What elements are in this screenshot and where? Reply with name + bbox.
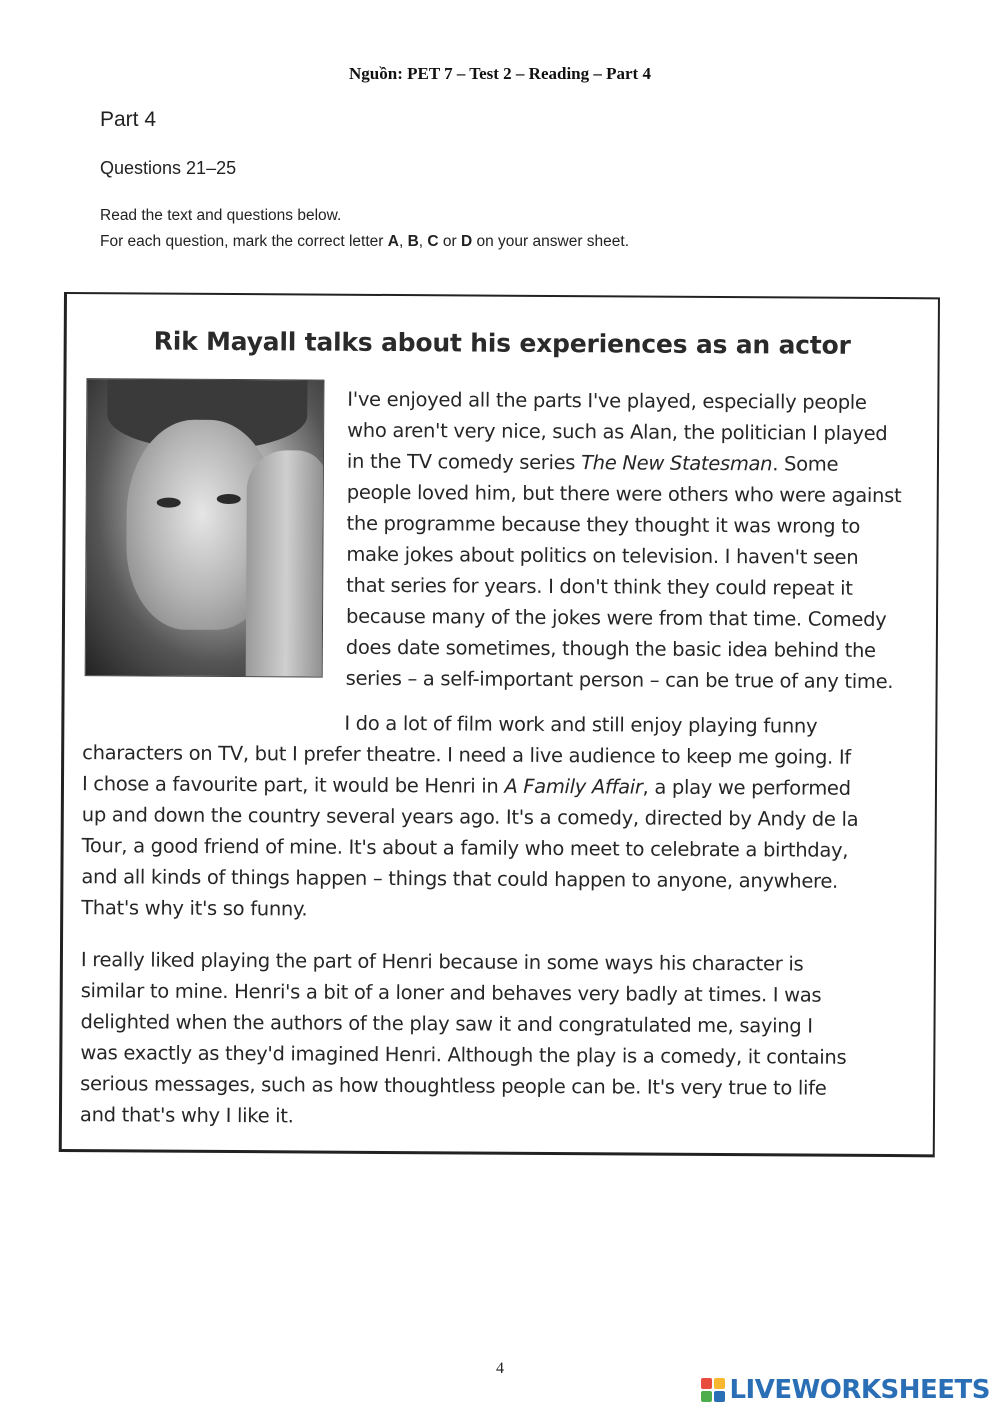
source-line: Nguồn: PET 7 – Test 2 – Reading – Part 4 xyxy=(349,64,651,83)
page-number: 4 xyxy=(496,1360,504,1377)
article-paragraph-3: I really liked playing the part of Henri because in some ways his character is similar to mine. Henri's a bit of a loner and behaves very badly at times. I was delighted when the authors of the play saw it and congratulated me, saying I was exactly as they'd imagined Henri. Although the play is a comedy, it contains serious messages, such as how thoughtless people can be. It's very true to life and that's why I like it. xyxy=(79,948,847,1128)
article-title: Rik Mayall talks about his experiences as an actor xyxy=(153,326,851,360)
article-paragraph-1: I've enjoyed all the parts I've played, especially people who aren't very nice, such as Alan, the politician I played in the TV comedy series The New Statesman. Some people loved him, but there were others who were against the programme because they thought it was wrong to make jokes about politics on television. I haven't seen that series for years. I don't think they could repeat it because many of the jokes were from that time. Comedy does date sometimes, though the basic idea behind the series – a self-important person – can be true of any time. xyxy=(345,387,902,694)
liveworksheets-watermark xyxy=(701,1375,990,1405)
instruction-line-1: Read the text and questions below. xyxy=(100,207,342,224)
article-box xyxy=(59,292,940,1157)
actor-photo xyxy=(85,378,325,677)
questions-title: Questions 21–25 xyxy=(100,158,237,178)
instructions xyxy=(100,203,629,255)
instruction-line-2: For each question, mark the correct letter A, B, C or D on your answer sheet. xyxy=(100,233,630,250)
liveworksheets-logo-icon xyxy=(701,1378,725,1402)
watermark-text: LIVEWORKSHEETS xyxy=(729,1375,990,1405)
article-paragraph-2: I do a lot of film work and still enjoy playing funny characters on TV, but I prefer theatre. I need a live audience to keep me going. If I chose a favourite part, it would be Henri in A Family Affair, a play we performed up and down the country several years ago. It's a comedy, directed by Andy de la Tour, a good friend of mine. It's about a family who meet to celebrate a birthday, and all kinds of things happen – things that could happen to anyone, anywhere. That's why it's so funny. xyxy=(81,711,859,921)
part-title: Part 4 xyxy=(100,108,157,131)
